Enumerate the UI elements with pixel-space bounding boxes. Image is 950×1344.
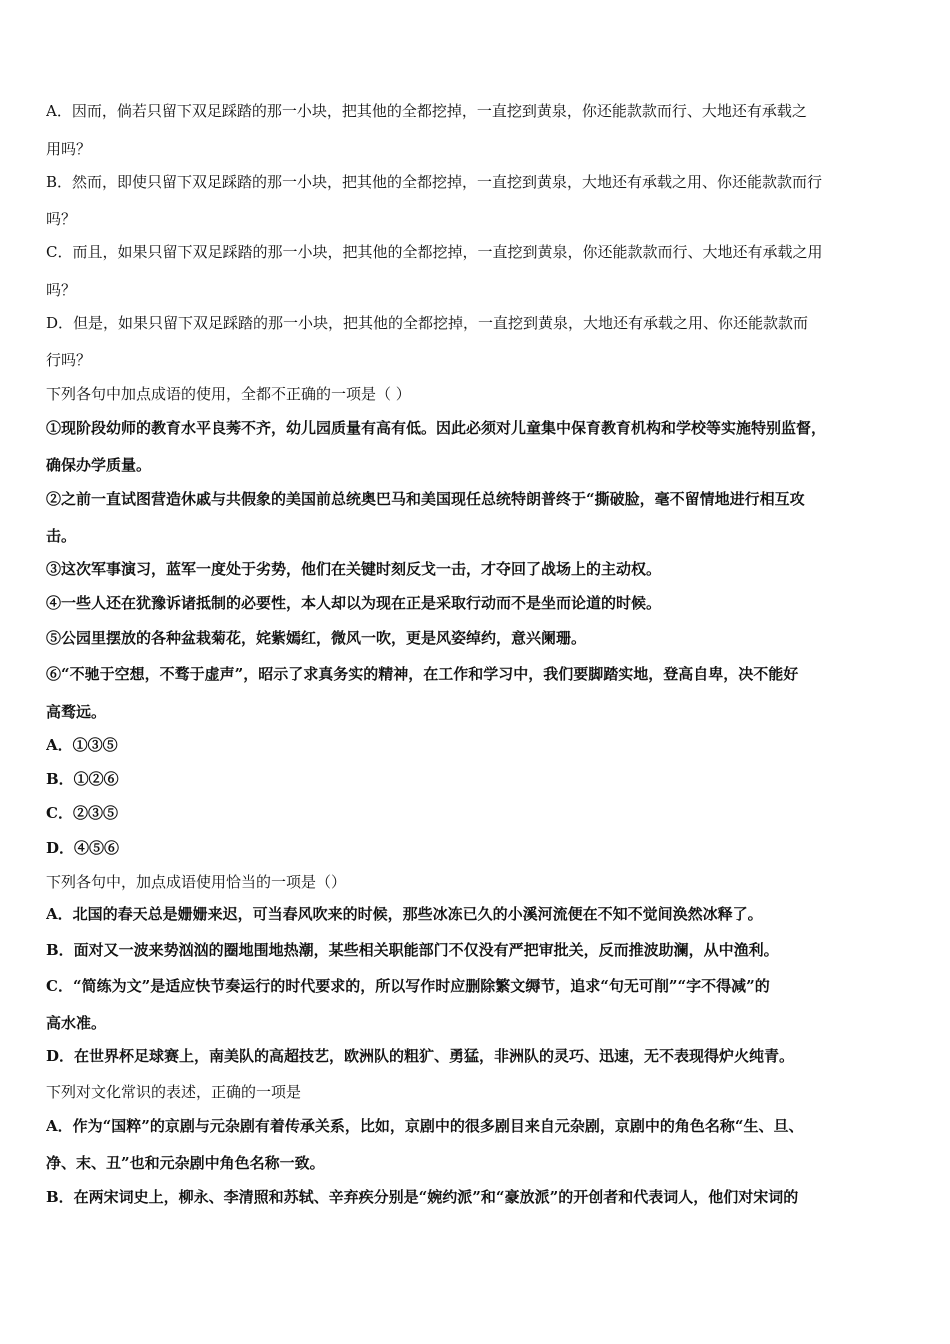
question-1-item-2-line1: ②之前一直试图营造休戚与共假象的美国前总统奥巴马和美国现任总统特朗普终于“撕破脸，毫不留情地进行相互攻 <box>46 490 805 508</box>
prev-option-b-line1: B．然而，即使只留下双足踩踏的那一小块，把其他的全都挖掉，一直挖到黄泉，大地还有承载之用、你还能款款而行 <box>46 173 823 191</box>
question-1-option-d: D．④⑤⑥ <box>46 839 120 857</box>
question-3-option-a-line1: A．作为“国粹”的京剧与元杂剧有着传承关系，比如，京剧中的很多剧目来自元杂剧，京剧中的角色名称“生、旦、 <box>46 1117 804 1135</box>
question-3-stem: 下列对文化常识的表述，正确的一项是 <box>46 1083 302 1101</box>
question-2-option-a: A．北国的春天总是姗姗来迟，可当春风吹来的时候，那些冰冻已久的小溪河流便在不知不觉间涣然冰释了。 <box>46 905 763 923</box>
question-1-item-6-line2: 高骛远。 <box>46 703 107 721</box>
prev-option-d-line2: 行吗？ <box>46 351 92 369</box>
question-1-option-b: B．①②⑥ <box>46 770 119 788</box>
question-1-item-4: ④一些人还在犹豫诉诸抵制的必要性，本人却以为现在正是采取行动而不是坐而论道的时候。 <box>46 594 662 612</box>
prev-option-d-line1: D．但是，如果只留下双足踩踏的那一小块，把其他的全都挖掉，一直挖到黄泉，大地还有承载之用、你还能款款而 <box>46 314 809 332</box>
question-1-item-2-line2: 击。 <box>46 527 77 545</box>
question-1-item-6-line1: ⑥“不驰于空想，不骛于虚声”，昭示了求真务实的精神，在工作和学习中，我们要脚踏实地，登高自卑，决不能好 <box>46 665 799 683</box>
question-1-item-3: ③这次军事演习，蓝军一度处于劣势，他们在关键时刻反戈一击，才夺回了战场上的主动权。 <box>46 560 662 578</box>
question-2-stem: 下列各句中，加点成语使用恰当的一项是（） <box>46 873 347 891</box>
prev-option-c-line2: 吗？ <box>46 281 77 299</box>
prev-option-b-line2: 吗？ <box>46 210 77 228</box>
question-3-option-b-line1: B．在两宋词史上，柳永、李清照和苏轼、辛弃疾分别是“婉约派”和“豪放派”的开创者和代表词人，他们对宋词的 <box>46 1188 799 1206</box>
question-1-item-1-line2: 确保办学质量。 <box>46 456 152 474</box>
question-1-option-a: A．①③⑤ <box>46 736 118 754</box>
question-2-option-c-line2: 高水准。 <box>46 1014 107 1032</box>
prev-option-a-line1: A．因而，倘若只留下双足踩踏的那一小块，把其他的全都挖掉，一直挖到黄泉，你还能款款而行、大地还有承载之 <box>46 102 807 120</box>
question-2-option-c-line1: C．“简练为文”是适应快节奏运行的时代要求的，所以写作时应删除繁文缛节，追求“句无可削”“字不得减”的 <box>46 977 770 995</box>
prev-option-a-line2: 用吗？ <box>46 140 92 158</box>
question-1-item-1-line1: ①现阶段幼师的教育水平良莠不齐，幼儿园质量有高有低。因此必须对儿童集中保育教育机构和学校等实施特别监督， <box>46 419 827 437</box>
question-2-option-d: D．在世界杯足球赛上，南美队的高超技艺，欧洲队的粗犷、勇猛，非洲队的灵巧、迅速，无不表现得炉火纯青。 <box>46 1047 795 1065</box>
question-1-item-5: ⑤公园里摆放的各种盆栽菊花，姹紫嫣红，微风一吹，更是风姿绰约，意兴阑珊。 <box>46 629 587 647</box>
question-1-stem: 下列各句中加点成语的使用，全都不正确的一项是（ ） <box>46 385 411 403</box>
question-1-option-c: C．②③⑤ <box>46 804 118 822</box>
question-3-option-a-line2: 净、末、丑”也和元杂剧中角色名称一致。 <box>46 1154 325 1172</box>
prev-option-c-line1: C．而且，如果只留下双足踩踏的那一小块，把其他的全都挖掉，一直挖到黄泉，你还能款款而行、大地还有承载之用 <box>46 243 823 261</box>
question-2-option-b: B．面对又一波来势汹汹的圈地围地热潮，某些相关职能部门不仅没有严把审批关，反而推波助澜，从中渔利。 <box>46 941 779 959</box>
